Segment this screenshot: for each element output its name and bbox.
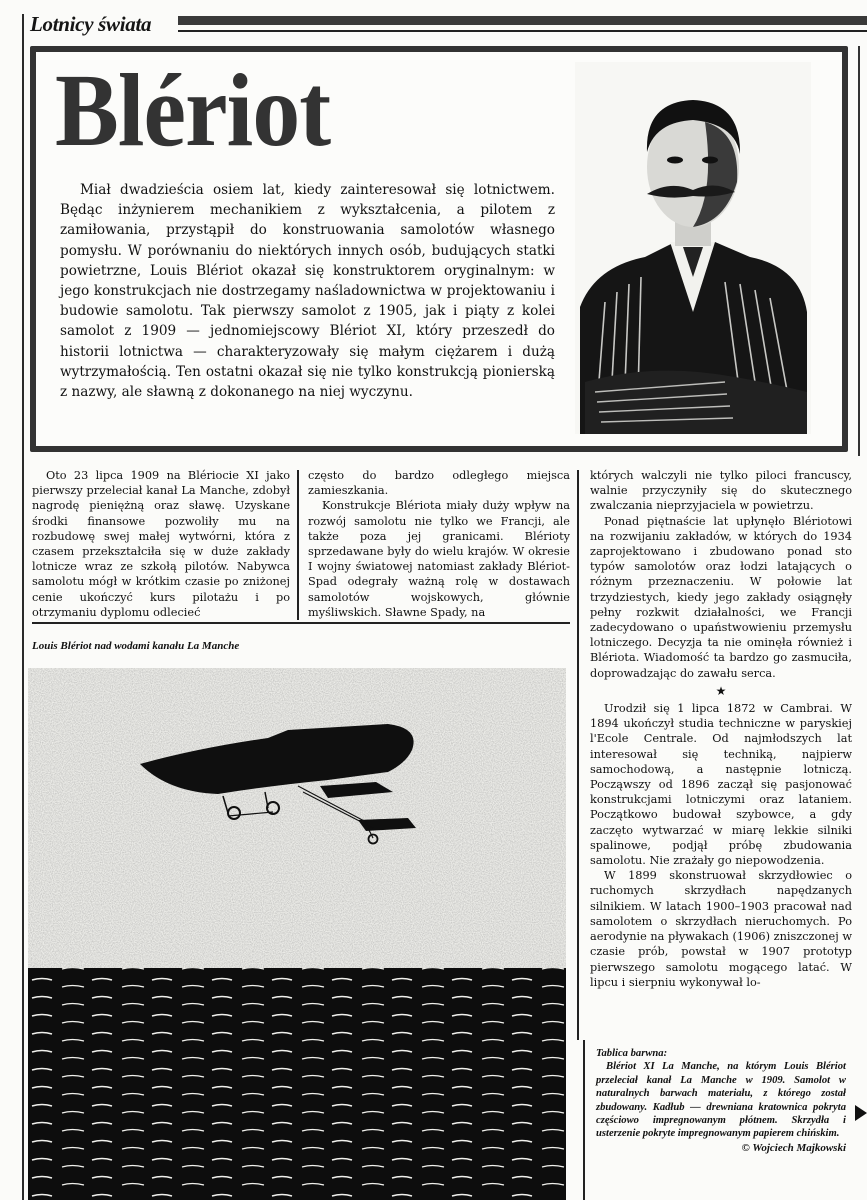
author-credit: © Wojciech Majkowski	[741, 1141, 846, 1154]
page-turn-arrow-icon	[855, 1105, 867, 1121]
plate-caption-title: Tablica barwna:	[596, 1048, 668, 1059]
paragraph: często do bardzo odległego miejsca zamieszkania.	[308, 469, 570, 498]
column-divider	[577, 470, 579, 1040]
left-margin-rule	[22, 14, 24, 1200]
article-headline: Blériot	[55, 53, 331, 168]
column-divider	[297, 470, 299, 620]
section-title: Lotnicy świata	[30, 12, 152, 36]
caption-divider	[583, 1040, 585, 1200]
photo-caption: Louis Blériot nad wodami kanału La Manche	[32, 640, 240, 652]
columns-bottom-rule	[32, 622, 570, 624]
colour-plate-caption	[596, 1047, 846, 1155]
paragraph: Ponad piętnaście lat upłynęło Blériotowi na rozwijaniu zakładów, w których do 1934 zaprojektowano i zbudowano ponad sto typów samolotów oraz łodzi latających o różnym przeznaczeniu. W połowie lat trzydziestych, kiedy jego zakłady osiągnęły pełny rozkwit działalności, we Francji zadecydowano o upaństwowieniu przemysłu lotniczego. Decyzja ta nie ominęła również i Blériota. Wiadomość ta bardzo go zasmuciła, doprowadzając do zawału serca.	[590, 514, 852, 680]
paragraph: Konstrukcje Blériota miały duży wpływ na rozwój samolotu nie tylko we Francji, ale także poza jej granicami. Blérioty sprzedawane były do wielu krajów. W okresie I wojny światowej natomiast zakłady Blériot-Spad odegrały ważną rolę w dostawach samolotów wojskowych, głównie myśliwskich. Sławne Spady, na	[308, 499, 570, 619]
portrait-photo	[575, 62, 811, 434]
plate-caption-body: Blériot XI La Manche, na którym Louis Blériot przeleciał kanał La Manche w 1909. Samolot w naturalnych barwach materiału, z którego został zbudowany. Kadłub — drewniana kratownica pokryta częściowo impregnowanym płótnem. Skrzydła i usterzenie pokryte impregnowanym papierem chińskim.	[596, 1061, 846, 1140]
paragraph: Urodził się 1 lipca 1872 w Cambrai. W 1894 ukończył studia techniczne w paryskiej l'Ecole Centrale. Od najmłodszych lat interesował się techniką, najpierw samochodową, a następnie lotniczą. Począwszy od 1896 zaczął się pasjonować konstrukcjami lotniczymi oraz lataniem. Początkowo budował szybowce, a gdy zaczęto wytwarzać w miarę lekkie silniki spalinowe, podjął próbę zbudowania samolotu. Nie zrażały go niepowodzenia.	[590, 702, 852, 868]
paragraph: których walczyli nie tylko piloci francuscy, walnie przyczyniły się do skutecznego zwalczania nieprzyjaciela w powietrzu.	[590, 469, 852, 513]
intro-lead-paragraph: Miał dwadzieścia osiem lat, kiedy zainteresował się lotnictwem. Będąc inżynierem mechanikiem z wykształcenia, a pilotem z zamiłowania, przystąpił do konstruowania samolotów własnego pomysłu. W porównaniu do niektórych innych osób, budujących statki powietrzne, Louis Blériot okazał się konstruktorem oryginalnym: w jego konstrukcjach nie dostrzegamy naśladownictwa w projektowaniu i budowie samolotu. Tak pierwszy samolot z 1905, jak i piąty z kolei samolot z 1909 — jednomiejscowy Blériot XI, który przeszedł do historii lotnictwa — charakteryzowały się małym ciężarem i dużą wytrzymałością. Ten ostatni okazał się nie tylko konstrukcją pionierską z nazwy, ale sławną z dokonanego na niej wyczynu.	[60, 182, 555, 401]
plane-over-channel-photo	[28, 668, 566, 1200]
paragraph: W 1899 skonstruował skrzydłowiec o ruchomych skrzydłach napędzanych silnikiem. W latach 1900–1903 pracował nad samolotem o skrzydłach nieruchomych. Po aerodynie na pływakach (1906) zniszczonej w czasie prób, powstał w 1907 prototyp pierwszego samolotu mogącego latać. W lipcu i sierpniu wykonywał lo-	[590, 869, 853, 989]
column-1	[32, 468, 290, 620]
paragraph: Oto 23 lipca 1909 na Blériocie XI jako pierwszy przeleciał kanał La Manche, zdobył nagrodę pieniężną oraz sławę. Uzyskane środki finansowe pozwoliły mu na rozbudowę swej małej wytwórni, która z czasem przekształciła się w duże zakłady lotnicze wraz ze szkołą pilotów. Nabywca samolotu mógł w krótkim czasie po zniżonej cenie ukończyć kurs pilotażu i po otrzymaniu dyplomu odlecieć	[32, 469, 290, 619]
column-2	[308, 468, 570, 620]
header-bar	[178, 16, 867, 25]
column-3	[590, 468, 852, 990]
star-separator-icon: ★	[715, 683, 727, 698]
intro-right-rule	[858, 46, 860, 456]
header-underline	[178, 30, 867, 32]
